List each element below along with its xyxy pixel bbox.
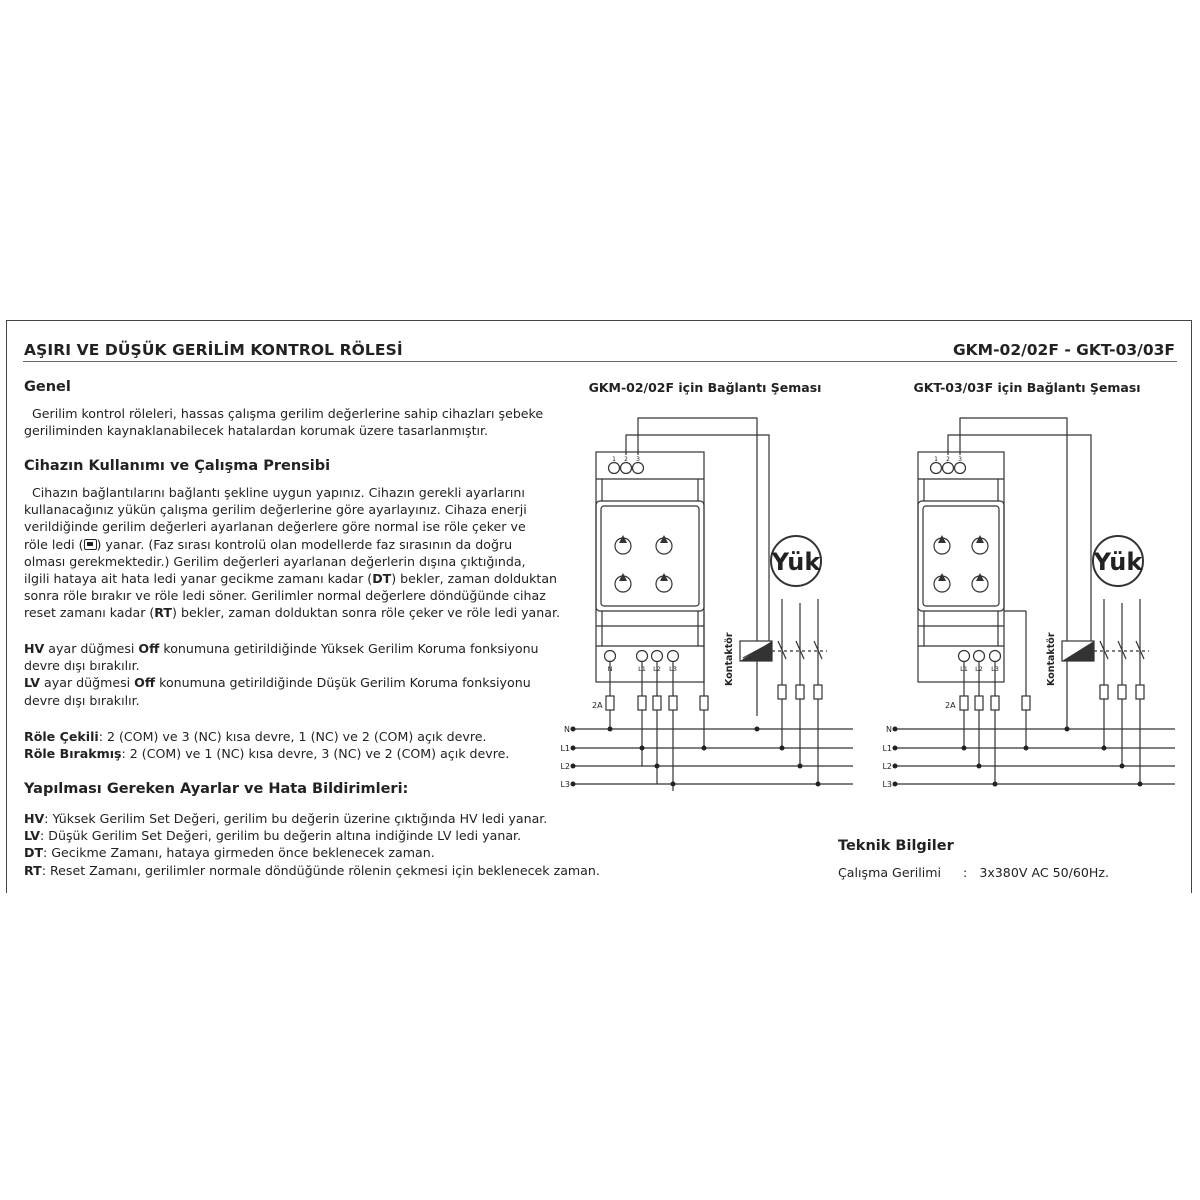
list-item xyxy=(24,810,600,827)
text-fragment: : 2 (COM) ve 1 (NC) kısa devre, 3 (NC) ve 2 (COM) açık devre. xyxy=(121,746,510,762)
text-line: sonra röle bırakır ve röle ledi söner. Gerilimler normal değerlere döndüğünde cihaz xyxy=(24,588,546,604)
text-line: Gerilim kontrol röleleri, hassas çalışma gerilim değerlerine sahip cihazları şebeke xyxy=(24,406,544,421)
text-fragment: : Yüksek Gerilim Set Değeri, gerilim bu değerin üzerine çıktığında HV ledi yanar. xyxy=(44,811,548,826)
contactor-label: Kontaktör xyxy=(724,632,735,686)
spec-value: 3x380V AC 50/60Hz. xyxy=(979,865,1110,880)
bus-label: L3 xyxy=(882,780,892,789)
keyword: LV xyxy=(24,675,41,691)
terminal-label: 1 xyxy=(612,456,616,463)
fuse-label: 2A xyxy=(945,701,956,710)
text-line xyxy=(24,536,560,553)
text-line: Cihazın bağlantılarını bağlantı şekline uygun yapınız. Cihazın gerekli ayarlarını xyxy=(24,485,525,500)
list-item xyxy=(24,827,600,844)
relay-state-paragraph xyxy=(24,728,509,762)
text-line: devre dışı bırakılır. xyxy=(24,692,140,708)
text-line xyxy=(24,728,509,745)
terminal-label: 3 xyxy=(636,456,640,463)
tech-spec-row xyxy=(838,864,1109,881)
terminal-label: L1 xyxy=(960,665,968,673)
terminal-label: L3 xyxy=(991,665,999,673)
terminal-label: 2 xyxy=(624,456,628,463)
text-line: verildiğinde gerilim değerleri ayarlanan değerlere göre normal ise röle çeker ve xyxy=(24,519,526,535)
bus-label: N xyxy=(564,725,570,734)
terminal-label: L2 xyxy=(653,665,661,673)
keyword: Röle Bırakmış xyxy=(24,746,122,762)
section-heading-teknik: Teknik Bilgiler xyxy=(838,838,954,854)
text-fragment: ) bekler, zaman dolduktan xyxy=(391,571,558,587)
datasheet-page xyxy=(6,320,1192,893)
diagram-title: GKT-03/03F için Bağlantı Şeması xyxy=(913,380,1141,395)
load-label: Yük xyxy=(771,548,821,576)
diagram-title: GKM-02/02F için Bağlantı Şeması xyxy=(588,380,822,395)
bus-label: L1 xyxy=(560,744,570,753)
text-line xyxy=(24,674,539,691)
bus-label: L1 xyxy=(882,744,892,753)
terminal-label: 3 xyxy=(958,456,962,463)
text-line: devre dışı bırakılır. xyxy=(24,658,140,674)
text-line: olması gerekmektedir.) Gerilim değerleri ayarlanan değerlerin dışına çıktığında, xyxy=(24,553,526,569)
text-fragment: : 2 (COM) ve 3 (NC) kısa devre, 1 (NC) ve 2 (COM) açık devre. xyxy=(98,729,487,744)
kullanim-paragraph xyxy=(24,484,560,622)
contactor-label: Kontaktör xyxy=(1046,632,1057,686)
bus-label: L2 xyxy=(882,762,892,771)
terminal-label: L3 xyxy=(669,665,677,673)
keyword: RT xyxy=(154,605,173,621)
relay-led-icon xyxy=(84,539,97,550)
text-fragment: ) bekler, zaman dolduktan sonra röle çeker ve röle ledi yanar. xyxy=(172,605,560,621)
load-label: Yük xyxy=(1093,548,1143,576)
terminal-label: 1 xyxy=(934,456,938,463)
knob-off-paragraph xyxy=(24,640,539,709)
wiring-diagram-gkt xyxy=(869,371,1179,791)
list-item xyxy=(24,862,600,879)
text-fragment: konumuna getirildiğinde Yüksek Gerilim Koruma fonksiyonu xyxy=(159,641,539,656)
text-fragment: ayar düğmesi xyxy=(44,641,139,656)
document-title: AŞIRI VE DÜŞÜK GERİLİM KONTROL RÖLESİ xyxy=(24,341,403,359)
text-line: geriliminden kaynaklanabilecek hatalardan korumak üzere tasarlanmıştır. xyxy=(24,423,489,439)
spec-label: Çalışma Gerilimi xyxy=(838,865,942,880)
section-heading-ayarlar: Yapılması Gereken Ayarlar ve Hata Bildirimleri: xyxy=(24,781,409,797)
keyword: Röle Çekili xyxy=(24,729,99,744)
terminal-label: L2 xyxy=(975,665,983,673)
text-fragment: ayar düğmesi xyxy=(40,675,135,691)
keyword: DT xyxy=(372,571,392,587)
section-heading-kullanim: Cihazın Kullanımı ve Çalışma Prensibi xyxy=(24,458,331,474)
header-divider xyxy=(23,361,1177,362)
wiring-diagram-gkm xyxy=(547,371,857,791)
keyword: Off xyxy=(138,641,160,656)
model-numbers: GKM-02/02F - GKT-03/03F xyxy=(952,341,1175,359)
text-line xyxy=(24,570,560,587)
text-line: kullanacağınız yükün çalışma gerilim değerlerine göre ayarlayınız. Cihaza enerji xyxy=(24,502,527,518)
section-heading-genel: Genel xyxy=(24,379,71,395)
text-fragment: : Reset Zamanı, gerilimler normale döndüğünde rölenin çekmesi için beklenecek zaman. xyxy=(41,862,600,878)
bus-label: N xyxy=(886,725,892,734)
fuse-label: 2A xyxy=(592,701,603,710)
list-item xyxy=(24,844,600,861)
text-fragment: : Düşük Gerilim Set Değeri, gerilim bu değerin altına indiğinde LV ledi yanar. xyxy=(40,828,522,844)
terminal-label: 2 xyxy=(946,456,950,463)
text-line xyxy=(24,745,509,762)
keyword: LV xyxy=(24,828,41,844)
terminal-label: L1 xyxy=(638,665,646,673)
spec-separator: : xyxy=(963,865,968,880)
text-line xyxy=(24,604,560,621)
bus-label: L3 xyxy=(560,780,570,789)
text-fragment: röle ledi ( xyxy=(24,536,84,552)
text-line xyxy=(24,640,539,657)
settings-list xyxy=(24,810,600,879)
text-fragment: ) yanar. (Faz sırası kontrolü olan modellerde faz sırasının da doğru xyxy=(96,536,513,552)
keyword: HV xyxy=(24,641,45,656)
text-fragment: ilgili hataya ait hata ledi yanar gecikme zamanı kadar ( xyxy=(24,571,373,587)
bus-label: L2 xyxy=(560,762,570,771)
keyword: DT xyxy=(24,845,44,861)
text-fragment: : Gecikme Zamanı, hataya girmeden önce beklenecek zaman. xyxy=(43,845,435,861)
genel-paragraph xyxy=(24,405,543,439)
text-fragment: konumuna getirildiğinde Düşük Gerilim Koruma fonksiyonu xyxy=(155,675,531,691)
terminal-label: N xyxy=(607,665,613,673)
keyword: HV xyxy=(24,811,45,826)
keyword: Off xyxy=(134,675,156,691)
keyword: RT xyxy=(24,862,42,878)
text-fragment: reset zamanı kadar ( xyxy=(24,605,155,621)
